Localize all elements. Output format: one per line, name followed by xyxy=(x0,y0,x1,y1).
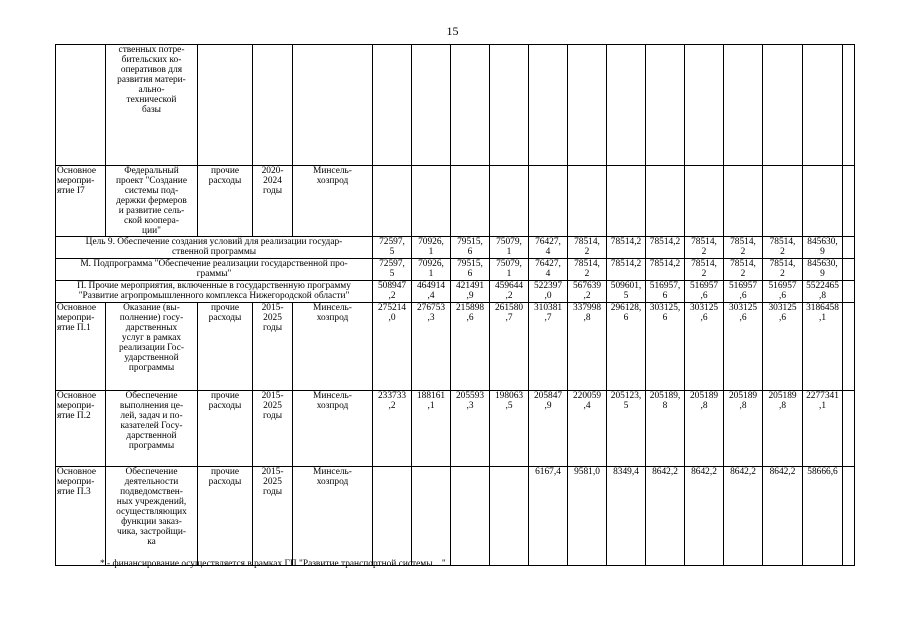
value-cell: 215898 ,6 xyxy=(451,303,490,391)
activity-type-cell xyxy=(56,45,106,166)
value-cell: 72597, 5 xyxy=(373,259,412,281)
value-cell: 76427, 4 xyxy=(529,237,568,259)
executor-cell xyxy=(293,45,373,166)
value-cell: 233733 ,2 xyxy=(373,391,412,467)
footnote: * - финансирование осуществляется в рамках ГП "Развитие транспортной системы... ". xyxy=(100,559,449,569)
activity-name-cell: ственных потре- бительских ко- оперативов для развития матери- ально- технической базы xyxy=(106,45,198,166)
value-cell xyxy=(373,45,412,166)
value-cell xyxy=(529,45,568,166)
value-cell xyxy=(843,303,855,391)
years-cell: 2015- 2025 годы xyxy=(253,391,293,467)
value-cell: 8642,2 xyxy=(646,467,685,566)
activity-type-cell: Основное меропри- ятие П.2 xyxy=(56,391,106,467)
table-row xyxy=(56,391,855,467)
summary-row xyxy=(56,237,855,259)
value-cell: 78514,2 xyxy=(607,237,646,259)
value-cell: 9581,0 xyxy=(568,467,607,566)
table-row xyxy=(56,467,855,566)
value-cell xyxy=(843,45,855,166)
summary-row xyxy=(56,259,855,281)
value-cell xyxy=(763,45,803,166)
value-cell xyxy=(373,467,412,566)
value-cell xyxy=(490,467,529,566)
value-cell xyxy=(843,259,855,281)
value-cell: 516957 ,6 xyxy=(763,281,803,303)
value-cell: 464914 ,4 xyxy=(412,281,451,303)
table-row xyxy=(56,303,855,391)
value-cell: 421491 ,9 xyxy=(451,281,490,303)
value-cell: 58666,6 xyxy=(803,467,843,566)
value-cell: 522397 ,0 xyxy=(529,281,568,303)
page-number: 15 xyxy=(446,24,459,38)
budget-table xyxy=(55,44,855,566)
summary-row xyxy=(56,281,855,303)
value-cell xyxy=(373,166,412,237)
value-cell: 220059 ,4 xyxy=(568,391,607,467)
value-cell: 516957, 6 xyxy=(646,281,685,303)
value-cell xyxy=(607,45,646,166)
value-cell xyxy=(685,166,724,237)
value-cell xyxy=(490,45,529,166)
value-cell: 6167,4 xyxy=(529,467,568,566)
value-cell xyxy=(685,45,724,166)
value-cell: 8349,4 xyxy=(607,467,646,566)
value-cell xyxy=(724,166,763,237)
summary-label-cell: М. Подпрограмма "Обеспечение реализации государственной про- граммы" xyxy=(56,259,373,281)
expense-type-cell xyxy=(198,45,253,166)
value-cell: 72597, 5 xyxy=(373,237,412,259)
value-cell: 845630, 9 xyxy=(803,259,843,281)
years-cell xyxy=(253,45,293,166)
years-cell: 2015- 2025 годы xyxy=(253,303,293,391)
value-cell: 78514, 2 xyxy=(568,237,607,259)
value-cell: 205847 ,9 xyxy=(529,391,568,467)
value-cell: 845630, 9 xyxy=(803,237,843,259)
value-cell: 78514,2 xyxy=(646,259,685,281)
value-cell: 78514, 2 xyxy=(568,259,607,281)
value-cell: 205189 ,8 xyxy=(724,391,763,467)
value-cell xyxy=(843,166,855,237)
value-cell xyxy=(451,45,490,166)
value-cell: 8642,2 xyxy=(685,467,724,566)
value-cell: 198063 ,5 xyxy=(490,391,529,467)
expense-type-cell: прочие расходы xyxy=(198,467,253,566)
value-cell: 70926, 1 xyxy=(412,237,451,259)
years-cell: 2020- 2024 годы xyxy=(253,166,293,237)
value-cell: 205593 ,3 xyxy=(451,391,490,467)
value-cell: 310381 ,7 xyxy=(529,303,568,391)
value-cell: 78514, 2 xyxy=(724,237,763,259)
value-cell: 205189 ,8 xyxy=(685,391,724,467)
value-cell: 508947 ,2 xyxy=(373,281,412,303)
value-cell: 76427, 4 xyxy=(529,259,568,281)
value-cell xyxy=(412,166,451,237)
value-cell: 205123, 5 xyxy=(607,391,646,467)
value-cell: 205189 ,8 xyxy=(763,391,803,467)
value-cell: 516957 ,6 xyxy=(724,281,763,303)
table-row xyxy=(56,166,855,237)
value-cell: 509601, 5 xyxy=(607,281,646,303)
value-cell: 78514, 2 xyxy=(763,237,803,259)
value-cell: 70926, 1 xyxy=(412,259,451,281)
activity-type-cell: Основное меропри- ятие П.1 xyxy=(56,303,106,391)
value-cell xyxy=(843,237,855,259)
value-cell xyxy=(843,281,855,303)
value-cell xyxy=(412,467,451,566)
value-cell: 79515, 6 xyxy=(451,259,490,281)
value-cell xyxy=(607,166,646,237)
value-cell: 188161 ,1 xyxy=(412,391,451,467)
value-cell: 2277341 ,1 xyxy=(803,391,843,467)
value-cell: 567639 ,2 xyxy=(568,281,607,303)
expense-type-cell: прочие расходы xyxy=(198,303,253,391)
value-cell: 78514,2 xyxy=(607,259,646,281)
value-cell: 337998 ,8 xyxy=(568,303,607,391)
expense-type-cell: прочие расходы xyxy=(198,391,253,467)
value-cell xyxy=(451,467,490,566)
value-cell: 516957 ,6 xyxy=(685,281,724,303)
value-cell xyxy=(451,166,490,237)
executor-cell: Минсель- хозпрод xyxy=(293,467,373,566)
value-cell: 275214 ,0 xyxy=(373,303,412,391)
value-cell: 78514, 2 xyxy=(685,259,724,281)
activity-type-cell: Основное меропри- ятие I7 xyxy=(56,166,106,237)
value-cell xyxy=(646,166,685,237)
executor-cell: Минсель- хозпрод xyxy=(293,303,373,391)
value-cell: 3186458 ,1 xyxy=(803,303,843,391)
value-cell: 5522465 ,8 xyxy=(803,281,843,303)
table-row xyxy=(56,45,855,166)
value-cell xyxy=(724,45,763,166)
value-cell xyxy=(803,45,843,166)
value-cell: 205189, 8 xyxy=(646,391,685,467)
value-cell xyxy=(646,45,685,166)
executor-cell: Минсель- хозпрод xyxy=(293,166,373,237)
activity-name-cell: Обеспечение выполнения це- лей, задач и по- казателей Госу- дарственной программы xyxy=(106,391,198,467)
value-cell xyxy=(529,166,568,237)
value-cell: 276753 ,3 xyxy=(412,303,451,391)
value-cell xyxy=(412,45,451,166)
value-cell: 78514, 2 xyxy=(685,237,724,259)
value-cell: 303125 ,6 xyxy=(763,303,803,391)
summary-label-cell: П. Прочие мероприятия, включенные в государственную программу "Развитие агропромышленного комплекса Нижегородской области" xyxy=(56,281,373,303)
value-cell: 75079, 1 xyxy=(490,237,529,259)
years-cell: 2015- 2025 годы xyxy=(253,467,293,566)
value-cell xyxy=(763,166,803,237)
value-cell xyxy=(490,166,529,237)
executor-cell: Минсель- хозпрод xyxy=(293,391,373,467)
value-cell: 261580 ,7 xyxy=(490,303,529,391)
value-cell: 303125, 6 xyxy=(646,303,685,391)
value-cell xyxy=(843,467,855,566)
value-cell: 78514,2 xyxy=(646,237,685,259)
value-cell xyxy=(843,391,855,467)
value-cell: 303125 ,6 xyxy=(685,303,724,391)
value-cell: 296128, 6 xyxy=(607,303,646,391)
activity-name-cell: Федеральный проект "Создание системы под- держки фермеров и развитие сель- ской коопера- ции" xyxy=(106,166,198,237)
value-cell: 75079, 1 xyxy=(490,259,529,281)
value-cell xyxy=(803,166,843,237)
activity-name-cell: Оказание (вы- полнение) госу- дарственных услуг в рамках реализации Гос- ударственной программы xyxy=(106,303,198,391)
value-cell: 8642,2 xyxy=(763,467,803,566)
value-cell: 8642,2 xyxy=(724,467,763,566)
value-cell: 78514, 2 xyxy=(763,259,803,281)
activity-type-cell: Основное меропри- ятие П.3 xyxy=(56,467,106,566)
activity-name-cell: Обеспечение деятельности подведомствен- ных учреждений, осуществляющих функции заказ- чика, застройщи- ка xyxy=(106,467,198,566)
value-cell: 79515, 6 xyxy=(451,237,490,259)
summary-label-cell: Цель 9. Обеспечение создания условий для реализации государ- ственной программы xyxy=(56,237,373,259)
expense-type-cell: прочие расходы xyxy=(198,166,253,237)
value-cell: 78514, 2 xyxy=(724,259,763,281)
value-cell: 459644 ,2 xyxy=(490,281,529,303)
value-cell xyxy=(568,166,607,237)
value-cell xyxy=(568,45,607,166)
value-cell: 303125 ,6 xyxy=(724,303,763,391)
